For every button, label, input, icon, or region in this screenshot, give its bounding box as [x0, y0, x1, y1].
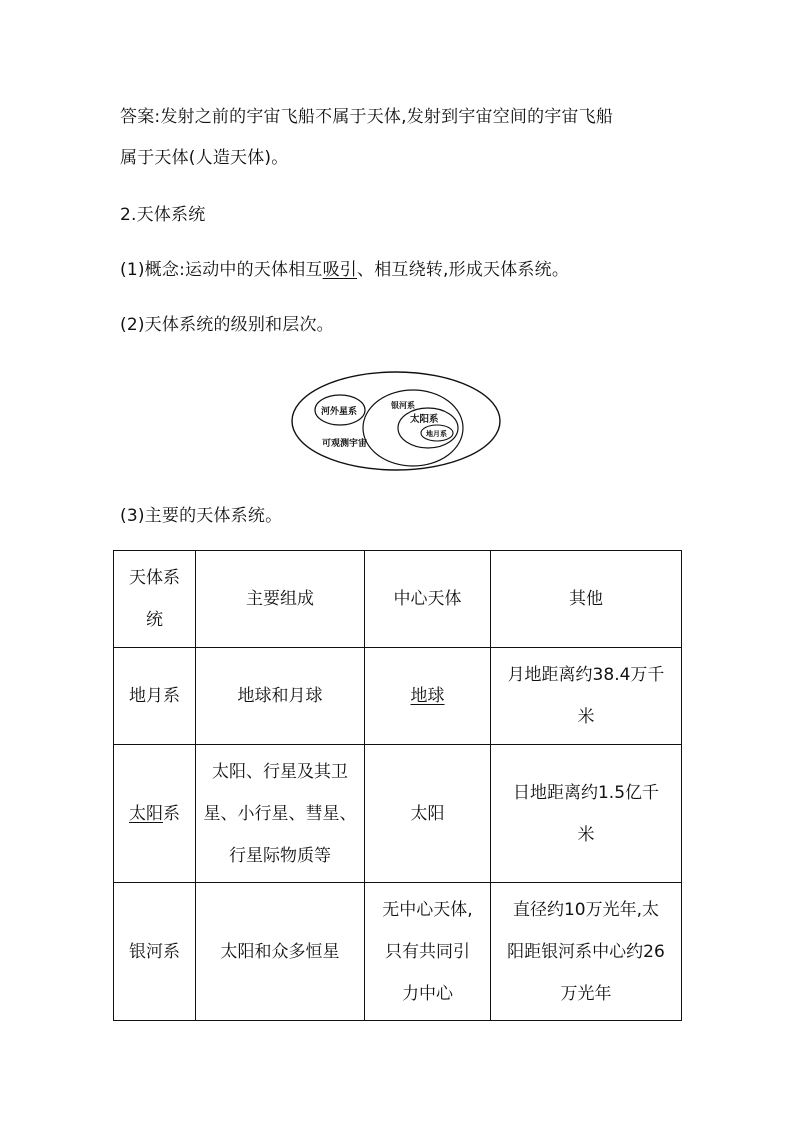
- cell-composition: 太阳、行星及其卫 星、小行星、彗星、 行星际物质等: [196, 745, 365, 883]
- concept-prefix: (1)概念:运动中的天体相互: [120, 260, 323, 280]
- cell-center: 地球: [365, 648, 491, 745]
- levels-title: (2)天体系统的级别和层次。: [120, 315, 334, 335]
- celestial-systems-table: [113, 550, 682, 1021]
- table-row-milky-way: [114, 883, 682, 1021]
- cell-other: 日地距离约1.5亿千 米: [491, 745, 682, 883]
- cell-center: 太阳: [365, 745, 491, 883]
- concept-suffix: 、相互绕转,形成天体系统。: [357, 260, 570, 280]
- header-system: 天体系 统: [114, 551, 196, 648]
- table-header-row: [114, 551, 682, 648]
- answer-line-2: 属于天体(人造天体)。: [120, 148, 289, 168]
- header-other: 其他: [491, 551, 682, 648]
- cell-system: 地月系: [114, 648, 196, 745]
- cell-composition: 地球和月球: [196, 648, 365, 745]
- cell-system: 银河系: [114, 883, 196, 1021]
- table-row-solar-system: [114, 745, 682, 883]
- solar-system-label: 太阳系: [410, 414, 439, 425]
- cell-center: 无中心天体, 只有共同引 力中心: [365, 883, 491, 1021]
- milky-way-label: 银河系: [391, 400, 415, 410]
- concept-paragraph: [120, 260, 569, 280]
- answer-line-1: 答案:发射之前的宇宙飞船不属于天体,发射到宇宙空间的宇宙飞船: [120, 107, 614, 127]
- celestial-system-hierarchy-diagram: [290, 370, 502, 472]
- table-row-earth-moon: [114, 648, 682, 745]
- concept-keyword: 吸引: [322, 260, 358, 280]
- cell-system: 太阳系: [114, 745, 196, 883]
- header-composition: 主要组成: [196, 551, 365, 648]
- earth-moon-label: 地月系: [426, 429, 447, 438]
- section-title: 2.天体系统: [120, 205, 206, 225]
- extragalactic-label: 河外星系: [321, 407, 358, 417]
- header-center: 中心天体: [365, 551, 491, 648]
- main-systems-title: (3)主要的天体系统。: [120, 506, 283, 526]
- observable-universe-label: 可观测宇宙: [322, 439, 368, 449]
- cell-composition: 太阳和众多恒星: [196, 883, 365, 1021]
- cell-other: 月地距离约38.4万千 米: [491, 648, 682, 745]
- cell-other: 直径约10万光年,太 阳距银河系中心约26 万光年: [491, 883, 682, 1021]
